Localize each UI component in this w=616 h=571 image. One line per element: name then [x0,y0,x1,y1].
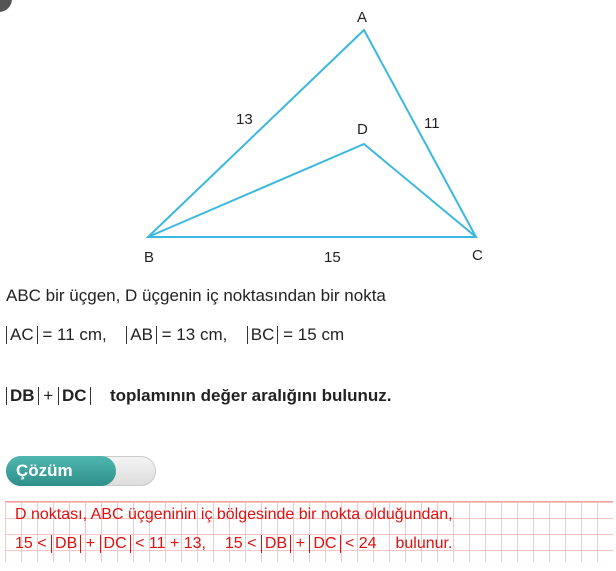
ac-value: = 11 cm, [42,325,107,344]
vertex-c-label: C [472,247,483,264]
sol-part-3: 15 < [224,535,257,552]
bc-abs: BC [247,326,279,344]
ac-abs: AC [6,326,38,344]
sol-db-abs-1: DB [51,535,81,553]
ab-value: = 13 cm, [161,325,228,344]
dc-abs: DC [58,387,91,405]
sol-dc-abs-2: DC [309,535,340,553]
side-ac-label: 11 [424,115,440,132]
solution-label: Çözüm [6,456,116,486]
sol-plus-2: + [295,535,305,552]
sol-part-4: < 24 [344,535,377,552]
sol-db-abs-2: DB [261,535,291,553]
solution-line-1: D noktası, ABC üçgeninin iç bölgesinde bir nokta olduğundan, [15,506,453,523]
sol-plus-1: + [85,535,96,552]
solution-tab [6,456,156,486]
question-text: toplamının değer aralığını bulunuz. [110,386,392,405]
triangle-abc [148,30,476,237]
db-abs: DB [6,387,39,405]
ab-abs: AB [126,326,157,344]
solution-box [5,501,613,562]
bc-value: = 15 cm [283,325,345,344]
solution-line-2 [15,535,452,553]
sol-dc-abs-1: DC [100,535,131,553]
vertex-a-label: A [357,9,368,26]
side-ab-label: 13 [236,111,253,128]
plus-sign: + [43,386,54,405]
side-bc-label: 15 [324,249,341,266]
sol-part-2: < 11 + 13, [135,535,206,552]
problem-line-1: ABC bir üçgen, D üçgenin iç noktasından bir nokta [6,286,386,305]
sol-part-5: bulunur. [395,535,453,552]
sol-part-1: 15 < [15,535,47,552]
vertex-d-label: D [357,121,368,138]
problem-line-2 [6,325,344,345]
triangle-figure [0,0,616,275]
question-line [6,386,391,406]
vertex-b-label: B [144,249,155,266]
